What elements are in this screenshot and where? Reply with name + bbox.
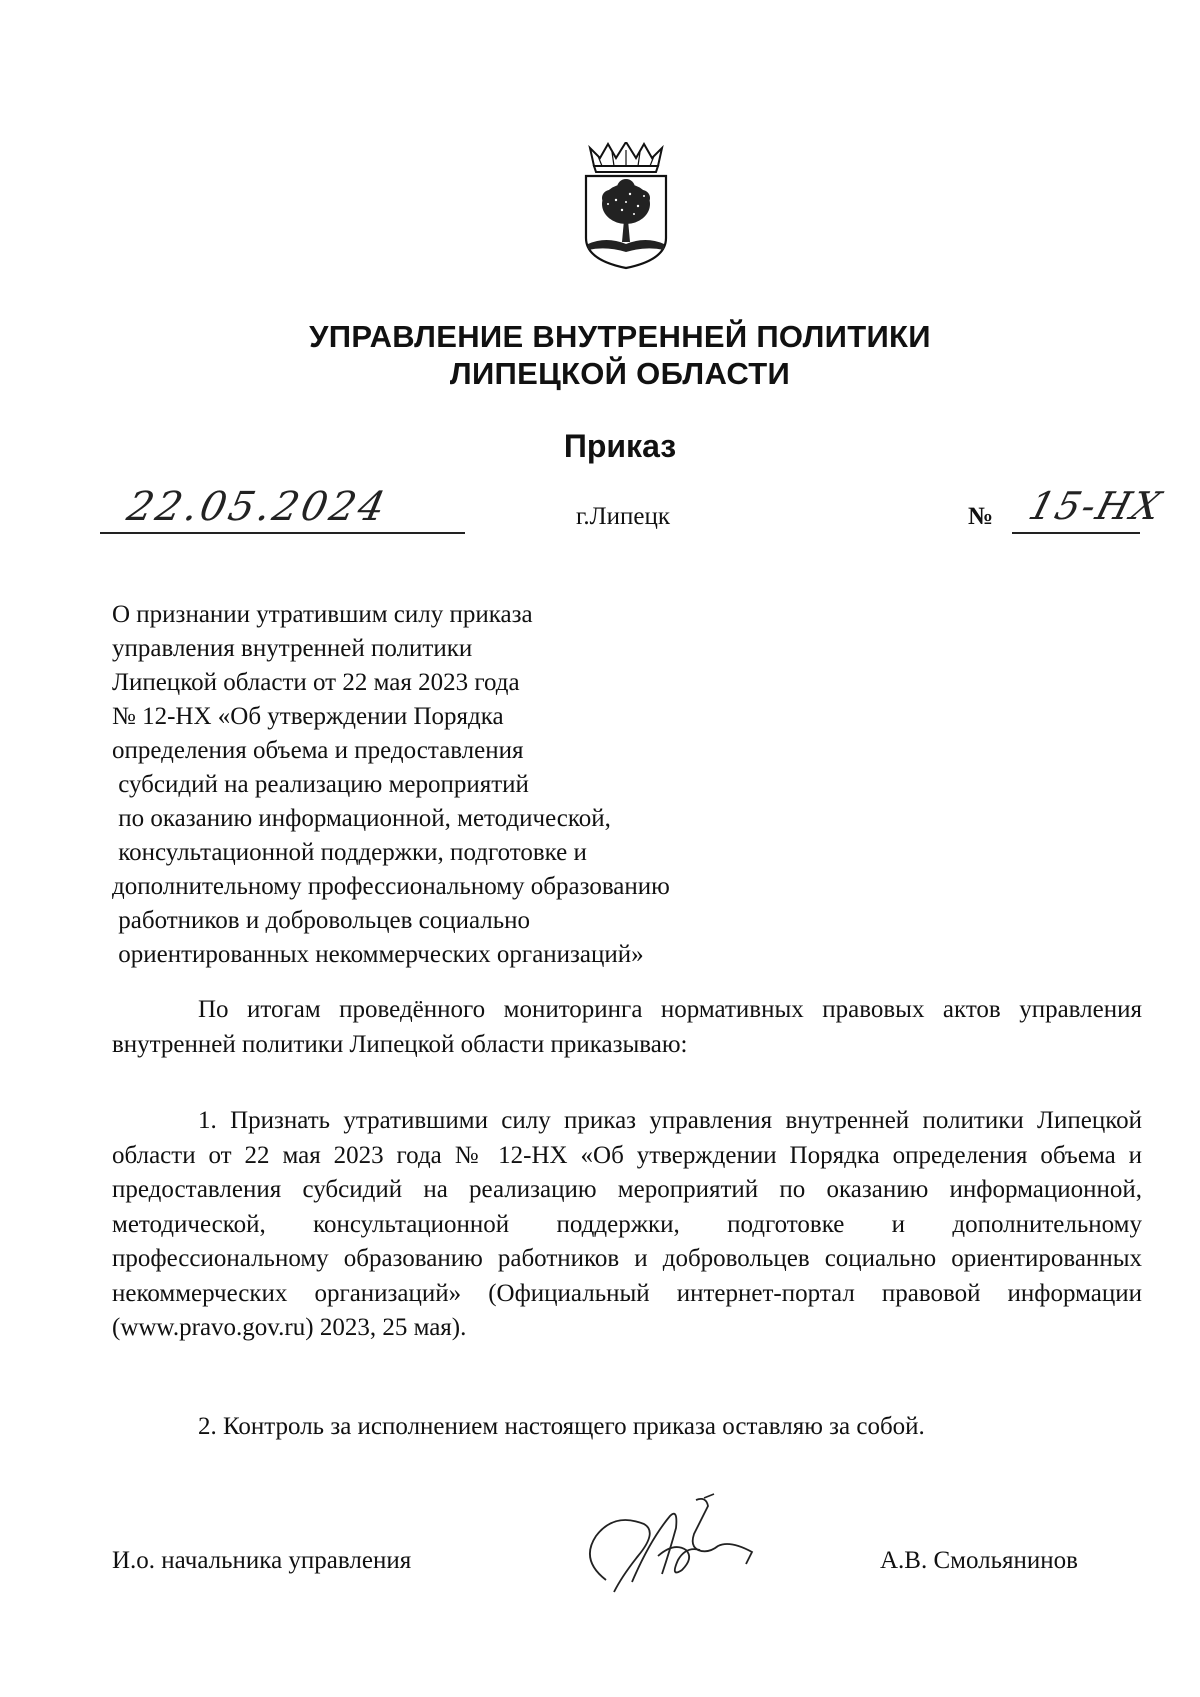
subject-line: № 12-НХ «Об утверждении Порядка bbox=[112, 703, 504, 730]
subject-line: консультационной поддержки, подготовке и bbox=[112, 839, 587, 866]
coat-of-arms-icon bbox=[580, 142, 672, 270]
subject-line: по оказанию информационной, методической, bbox=[112, 805, 611, 832]
order-item-1: 1. Признать утратившими силу приказ управления внутренней политики Липецкой области от 22 мая 2023 года № 12-НХ «Об утверждении Порядка определения объема и предоставления субсидий на реализацию мероприятий по оказанию информационной, методической, консультационной поддержки, подготовке и дополнительному профессиональному образованию работников и добровольцев социально ориентированных некоммерческих организаций» (Официальный интернет-портал правовой информации (www.pravo.gov.ru) 2023, 25 мая). bbox=[112, 1107, 1142, 1341]
subject-line: определения объема и предоставления bbox=[112, 737, 524, 764]
order-subject bbox=[112, 598, 670, 972]
handwritten-date: 22.05.2024 bbox=[123, 484, 392, 530]
date-underline bbox=[100, 532, 465, 534]
organization-name-line1: УПРАВЛЕНИЕ ВНУТРЕННЕЙ ПОЛИТИКИ bbox=[309, 319, 931, 354]
subject-line: Липецкой области от 22 мая 2023 года bbox=[112, 669, 520, 696]
city-label: г.Липецк bbox=[576, 503, 671, 530]
preamble-paragraph: По итогам проведённого мониторинга нормативных правовых актов управления внутренней политики Липецкой области приказываю: bbox=[112, 996, 1142, 1058]
number-underline bbox=[1012, 532, 1140, 534]
document-type-title: Приказ bbox=[563, 428, 677, 464]
subject-line: ориентированных некоммерческих организаций» bbox=[112, 941, 644, 968]
handwritten-signature bbox=[566, 1490, 766, 1600]
signatory-position: И.о. начальника управления bbox=[112, 1547, 412, 1574]
organization-name-line2: ЛИПЕЦКОЙ ОБЛАСТИ bbox=[449, 356, 791, 391]
signatory-name: А.В. Смольянинов bbox=[880, 1547, 1078, 1574]
order-item-2: 2. Контроль за исполнением настоящего приказа оставляю за собой. bbox=[198, 1413, 925, 1440]
handwritten-number: 15-НХ bbox=[1024, 484, 1168, 528]
subject-line: работников и добровольцев социально bbox=[112, 907, 531, 934]
subject-line: управления внутренней политики bbox=[112, 635, 473, 662]
number-sign: № bbox=[968, 503, 994, 530]
subject-line: дополнительному профессиональному образованию bbox=[112, 873, 670, 900]
subject-line: субсидий на реализацию мероприятий bbox=[112, 771, 529, 798]
subject-line: О признании утратившим силу приказа bbox=[112, 601, 533, 628]
